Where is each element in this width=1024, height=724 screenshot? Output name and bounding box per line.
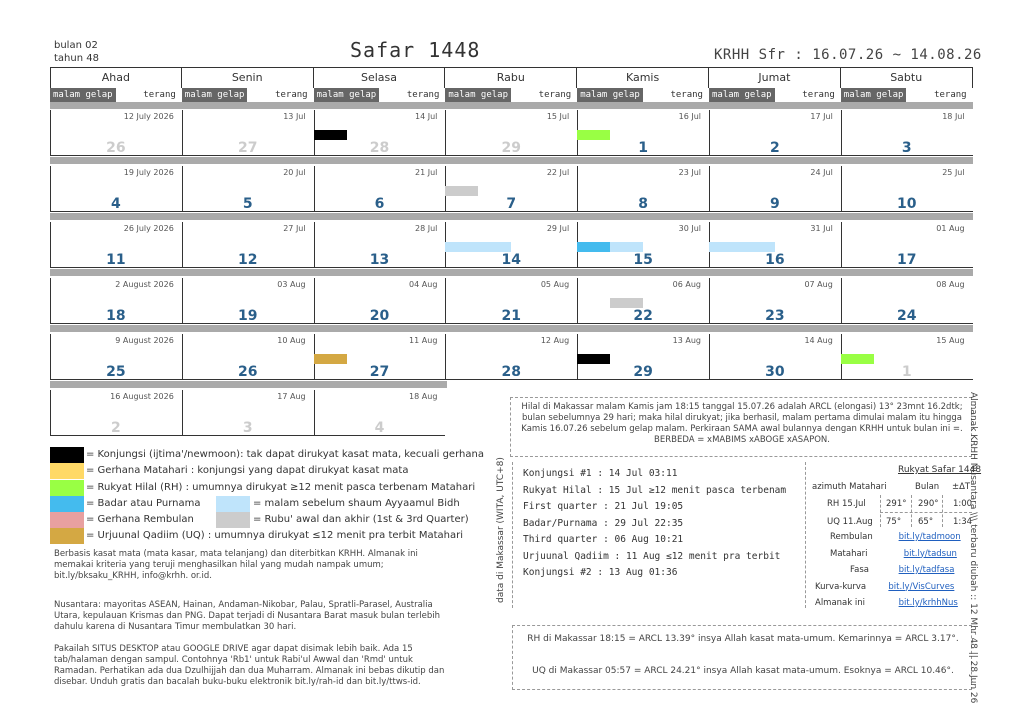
legend-text: = Konjungsi (ijtima'/newmoon): tak dapat dirukyat kasat mata, kecuali gerhana [86, 449, 484, 460]
hijri-day-number: 22 [633, 308, 653, 324]
hijri-day-number: 4 [111, 196, 121, 212]
cell-tick [314, 278, 315, 294]
rukyat-row-label: RH 15.Jul [827, 499, 866, 509]
phase-marker [841, 354, 874, 364]
light-phase-label: terang [275, 90, 308, 100]
month-year-info [54, 39, 99, 65]
cell-tick [841, 222, 842, 238]
hijri-day-number: 4 [374, 420, 385, 436]
day-date: 06 Aug [672, 280, 701, 289]
usage-paragraph: Pakailah SITUS DESKTOP atau GOOGLE DRIVE agar dapat disimak lebih baik. Ada 15 tab/halaman dengan sampul. Contohnya 'Rb1' untuk Rabi'ul Awwal dan 'Rmd' untuk Ramadan. Perhatikan ada dua Dzulhijjah dan dua Muharram. Almanak ini bebas dikutip dan disebar. Unduh gratis dan bacalah buku-buku elektronik bit.ly/rah-id dan bit.ly/ttws-id. [54, 644, 445, 687]
day-date: 31 Jul [810, 224, 833, 233]
link-url[interactable]: bit.ly/tadfasa [898, 565, 955, 575]
day-cell [182, 110, 314, 158]
day-date: 12 Aug [540, 336, 570, 345]
krhh-range: KRHH Sfr : 16.07.26 ~ 14.08.26 [714, 47, 982, 63]
event-row: Third quarter : 06 Aug 10:21 [523, 534, 684, 545]
day-cell [841, 110, 973, 158]
day-cell [709, 166, 841, 214]
cell-tick [314, 334, 315, 350]
day-date: 13 Aug [672, 336, 701, 345]
day-header-kamis: Kamis [577, 68, 709, 88]
day-date: 19 July 2026 [123, 168, 174, 177]
day-cell [182, 222, 314, 270]
phase-row [709, 88, 841, 102]
phase-marker [610, 298, 643, 308]
event-row: Konjungsi #2 : 13 Aug 01:36 [523, 567, 678, 578]
legend-swatch [50, 528, 84, 544]
hijri-day-number: 9 [770, 196, 780, 212]
phase-marker [577, 130, 610, 140]
phase-marker [577, 354, 610, 364]
cell-tick [841, 110, 842, 126]
rukyat-row-label: UQ 11.Aug [827, 517, 873, 527]
cell-tick [182, 334, 183, 350]
day-cell [314, 390, 446, 438]
day-cell [182, 390, 314, 438]
hijri-day-number: 10 [896, 196, 917, 212]
day-date: 03 Aug [277, 280, 306, 289]
day-date: 24 Jul [810, 168, 833, 177]
day-cell [314, 166, 446, 214]
link-label: Fasa [850, 565, 869, 575]
day-date: 30 Jul [678, 224, 701, 233]
phase-marker [709, 242, 775, 252]
table-divider [880, 512, 972, 513]
cell-tick [314, 110, 315, 126]
hijri-day-number: 2 [770, 140, 780, 156]
light-phase-label: terang [143, 90, 176, 100]
link-url[interactable]: bit.ly/tadmoon [898, 532, 961, 542]
link-label: Rembulan [830, 532, 873, 542]
week-separator [50, 325, 973, 332]
day-date: 18 Jul [942, 112, 965, 121]
hijri-day-number: 29 [501, 140, 522, 156]
azimuth-head: azimuth Matahari [812, 482, 887, 492]
hijri-day-number: 28 [369, 140, 390, 156]
dark-phase-label: malam gelap [50, 88, 116, 102]
day-date: 05 Aug [540, 280, 570, 289]
day-cell [709, 334, 841, 382]
day-cell [182, 334, 314, 382]
cell-tick [445, 110, 446, 126]
event-row: First quarter : 21 Jul 19:05 [523, 501, 684, 512]
day-date: 17 Aug [277, 392, 306, 401]
cell-tick [50, 390, 51, 406]
legend-text: = Rukyat Hilal (RH) : umumnya dirukyat ≥12 menit pasca terbenam Matahari [86, 482, 476, 493]
day-cell [314, 110, 446, 158]
hilal-note-box [510, 397, 972, 457]
hijri-day-number: 20 [369, 308, 390, 324]
link-label: Kurva-kurva [815, 581, 867, 592]
legend-swatch [216, 496, 250, 512]
hijri-day-number: 18 [106, 308, 126, 324]
hijri-day-number: 26 [106, 140, 126, 156]
day-cell [577, 110, 709, 158]
cell-tick [445, 222, 446, 238]
day-cell [50, 334, 182, 382]
legend-swatch [50, 512, 84, 528]
day-date: 11 Aug [409, 336, 438, 345]
nusantara-paragraph: Nusantara: mayoritas ASEAN, Hainan, Andaman-Nikobar, Palau, Spratli-Parasel, Australia Utara, kepulauan Krismas dan PNG. Dapat terjadi di Nusantara Barat masuk bulan terlebih dahulu karena di Nusantara Timur membulatkan 30 hari. [54, 600, 440, 632]
hijri-day-number: 17 [896, 252, 917, 268]
cell-tick [314, 390, 315, 406]
cell-tick [577, 222, 578, 238]
hijri-day-number: 6 [374, 196, 385, 212]
hijri-day-number: 11 [106, 252, 126, 268]
day-date: 21 Jul [415, 168, 438, 177]
hijri-day-number: 30 [765, 364, 785, 380]
phase-marker [445, 242, 511, 252]
day-date: 18 Aug [409, 392, 438, 401]
light-phase-label: terang [802, 90, 835, 100]
delta-t: 1:34 [953, 517, 973, 527]
day-date: 13 Jul [283, 112, 306, 121]
link-url[interactable]: bit.ly/tadsun [903, 548, 957, 559]
day-cell [577, 278, 709, 326]
hijri-day-number: 23 [765, 308, 785, 324]
day-cell [577, 222, 709, 270]
day-cell [182, 278, 314, 326]
cell-tick [50, 334, 51, 350]
hijri-day-number: 24 [896, 308, 917, 324]
day-date: 08 Aug [936, 280, 965, 289]
day-header-sabtu: Sabtu [841, 68, 973, 88]
hijri-day-number: 5 [242, 196, 253, 212]
hijri-day-number: 8 [638, 196, 648, 212]
cell-tick [577, 110, 578, 126]
sun-azimuth: 75° [886, 517, 902, 527]
almanac-side-label: Almanak KRHH Nusantara \\\ terbaru diubah :: 12 Mhr 48 || 28 Jun 26 [968, 392, 978, 704]
day-cell [50, 110, 182, 158]
phase-marker [314, 354, 347, 364]
basis-paragraph: Berbasis kasat mata (mata kasar, mata telanjang) dan diterbitkan KRHH. Almanak ini memakai kriteria yang teruji menghasilkan hilal yang mudah nampak umum; bit.ly/bksaku_KRHH, info@krhh. or.id. [54, 549, 418, 581]
legend-swatch [50, 496, 84, 512]
phase-row [841, 88, 973, 102]
day-date: 28 Jul [415, 224, 438, 233]
hijri-day-number: 21 [501, 308, 522, 324]
day-cell [50, 390, 182, 438]
day-date: 07 Aug [804, 280, 833, 289]
dark-phase-label: malam gelap [182, 88, 248, 102]
day-date: 23 Jul [678, 168, 701, 177]
light-phase-label: terang [670, 90, 703, 100]
hijri-day-number: 13 [369, 252, 390, 268]
hijri-day-number: 27 [369, 364, 390, 380]
cell-tick [577, 166, 578, 182]
day-cell [445, 278, 577, 326]
cell-tick [182, 390, 183, 406]
legend-text: = Gerhana Rembulan [86, 514, 194, 525]
cell-tick [50, 278, 51, 294]
cell-tick [445, 278, 446, 294]
link-label: Almanak ini [815, 598, 865, 608]
cell-tick [841, 166, 842, 182]
day-cell [841, 222, 973, 270]
cell-tick [709, 222, 710, 238]
hijri-day-number: 2 [111, 420, 121, 436]
day-cell [577, 166, 709, 214]
week-separator [50, 157, 973, 164]
cell-tick [182, 278, 183, 294]
hijri-day-number: 29 [633, 364, 653, 380]
legend-swatch [50, 463, 84, 479]
moon-azimuth: 65° [918, 517, 934, 527]
cell-tick [445, 334, 446, 350]
hijri-day-number: 26 [237, 364, 258, 380]
phase-row [182, 88, 314, 102]
year-number: tahun 48 [54, 53, 99, 64]
day-header-rabu: Rabu [445, 68, 577, 88]
day-date: 29 Jul [546, 224, 570, 233]
rh-note: RH di Makassar 18:15 = ARCL 13.39° insya Allah kasat mata-umum. Kemarinnya = ARCL 3.17°. [527, 634, 959, 644]
day-cell [709, 278, 841, 326]
dark-phase-label: malam gelap [577, 88, 643, 102]
hijri-day-number: 7 [506, 196, 517, 212]
hilal-note: Hilal di Makassar malam Kamis jam 18:15 tanggal 15.07.26 adalah ARCL (elongasi) 13° 23mnt 16.2dtk; bulan sebelumnya 29 hari; maka hilal dirukyat; jika berhasil, malam pertama dimulai malam itu hingga Kamis 16.07.26 sebelum gelap malam. Perkiraan SAMA awal bulannya dengan KRHH untuk bulan ini =. BERBEDA = xMABIMS xABOGE xASAPON. [521, 402, 963, 445]
hijri-day-number: 27 [237, 140, 258, 156]
table-divider [942, 495, 943, 527]
legend-text: = malam sebelum shaum Ayyaamul Bidh [253, 498, 460, 509]
event-row: Urjuunal Qadiim : 11 Aug ≤12 menit pra terbit [523, 550, 781, 562]
week-separator [50, 213, 973, 220]
day-cell [841, 166, 973, 214]
day-date: 20 Jul [283, 168, 306, 177]
day-date: 14 Jul [415, 112, 438, 121]
day-cell [314, 334, 446, 382]
day-date: 01 Aug [936, 224, 965, 233]
day-date: 16 August 2026 [110, 392, 174, 401]
week-separator [50, 269, 973, 276]
legend-swatch [216, 512, 250, 528]
event-row: Rukyat Hilal : 15 Jul ≥12 menit pasca terbenam [523, 484, 787, 496]
legend-text: = Urjuunal Qadiim (UQ) : umumnya dirukyat ≤12 menit pra terbit Matahari [86, 530, 464, 541]
day-header-selasa: Selasa [314, 68, 446, 88]
day-cell [445, 334, 577, 382]
event-row: Badar/Purnama : 29 Jul 22:35 [523, 517, 684, 529]
day-date: 12 July 2026 [123, 112, 174, 121]
day-date: 16 Jul [678, 112, 701, 121]
day-date: 26 July 2026 [123, 224, 174, 233]
light-phase-label: terang [538, 90, 572, 100]
cell-tick [182, 222, 183, 238]
day-cell [709, 110, 841, 158]
day-date: 27 Jul [283, 224, 306, 233]
month-number: bulan 02 [54, 40, 98, 51]
cell-tick [709, 334, 710, 350]
moon-head: Bulan [915, 482, 940, 492]
phase-marker [577, 242, 610, 252]
link-url[interactable]: bit.ly/krhhNus [898, 598, 958, 608]
table-divider [911, 495, 912, 527]
dark-phase-label: malam gelap [841, 88, 907, 102]
sun-azimuth: 291° [886, 499, 907, 509]
event-row: Konjungsi #1 : 14 Jul 03:11 [523, 468, 678, 479]
light-phase-label: terang [934, 90, 967, 100]
phase-row [577, 88, 709, 102]
hijri-day-number: 25 [106, 364, 126, 380]
day-cell [50, 166, 182, 214]
legend-swatch [50, 480, 84, 496]
day-date: 17 Jul [810, 112, 833, 121]
day-cell [577, 334, 709, 382]
hijri-day-number: 3 [901, 140, 912, 156]
link-url[interactable]: bit.ly/VisCurves [888, 581, 955, 592]
phase-marker [445, 186, 478, 196]
day-cell [841, 334, 973, 382]
day-date: 14 Aug [804, 336, 833, 345]
cell-tick [314, 166, 315, 182]
day-cell [50, 222, 182, 270]
phase-marker [314, 130, 347, 140]
cell-tick [709, 278, 710, 294]
hijri-day-number: 3 [242, 420, 253, 436]
day-cell [445, 166, 577, 214]
day-cell [50, 278, 182, 326]
arcl-note-box [512, 625, 972, 690]
cell-tick [445, 166, 446, 182]
cell-tick [182, 110, 183, 126]
light-phase-label: terang [406, 90, 440, 100]
cell-tick [709, 110, 710, 126]
day-header-jumat: Jumat [709, 68, 841, 88]
cell-tick [709, 166, 710, 182]
delta-t: 1:00 [953, 499, 973, 509]
day-header-ahad: Ahad [50, 68, 182, 88]
day-cell [182, 166, 314, 214]
day-date: 15 Jul [546, 112, 570, 121]
link-label: Matahari [830, 548, 868, 559]
cell-tick [577, 334, 578, 350]
day-cell [709, 222, 841, 270]
day-date: 2 August 2026 [115, 280, 174, 289]
hijri-day-number: 28 [501, 364, 522, 380]
day-date: 04 Aug [409, 280, 438, 289]
moon-azimuth: 290° [918, 499, 939, 509]
week-separator [50, 381, 447, 388]
rukyat-title: Rukyat Safar 1448 [898, 465, 982, 475]
day-cell [314, 278, 446, 326]
day-header-senin: Senin [182, 68, 314, 88]
day-cell [314, 222, 446, 270]
dark-phase-label: malam gelap [709, 88, 775, 102]
phase-marker [610, 242, 643, 252]
dt-head: ±ΔT [952, 482, 971, 492]
events-box [512, 462, 806, 608]
day-cell [445, 222, 577, 270]
table-divider [880, 495, 881, 527]
cell-tick [314, 222, 315, 238]
day-date: 9 August 2026 [115, 336, 174, 345]
day-date: 25 Jul [942, 168, 965, 177]
cell-tick [50, 166, 51, 182]
cell-tick [50, 110, 51, 126]
phase-row [445, 88, 577, 102]
day-date: 22 Jul [546, 168, 570, 177]
legend-text: = Gerhana Matahari : konjungsi yang dapat dirukyat kasat mata [86, 465, 409, 476]
cell-tick [182, 166, 183, 182]
cell-tick [577, 278, 578, 294]
dark-phase-label: malam gelap [314, 88, 380, 102]
page-title: Safar 1448 [350, 38, 481, 62]
hijri-day-number: 1 [638, 140, 648, 156]
hijri-day-number: 19 [237, 308, 258, 324]
dark-phase-label: malam gelap [445, 88, 511, 102]
data-location-label: data di Makassar (WITA, UTC+8) [496, 457, 506, 603]
phase-row [50, 88, 182, 102]
day-date: 10 Aug [277, 336, 306, 345]
uq-note: UQ di Makassar 05:57 = ARCL 24.21° insya Allah kasat mata-umum. Esoknya = ARCL 10.46°. [532, 666, 954, 676]
hijri-day-number: 1 [901, 364, 912, 380]
legend-text: = Rubu' awal dan akhir (1st & 3rd Quarter) [253, 514, 469, 525]
hijri-day-number: 14 [501, 252, 522, 268]
legend-swatch [50, 447, 84, 463]
cell-tick [841, 278, 842, 294]
day-cell [445, 110, 577, 158]
day-date: 15 Aug [936, 336, 965, 345]
day-cell [841, 278, 973, 326]
hijri-day-number: 16 [765, 252, 785, 268]
week-separator [50, 102, 973, 109]
phase-row [314, 88, 446, 102]
hijri-day-number: 15 [633, 252, 653, 268]
cell-tick [841, 334, 842, 350]
hijri-day-number: 12 [237, 252, 258, 268]
legend-text: = Badar atau Purnama [86, 498, 201, 509]
cell-tick [50, 222, 51, 238]
